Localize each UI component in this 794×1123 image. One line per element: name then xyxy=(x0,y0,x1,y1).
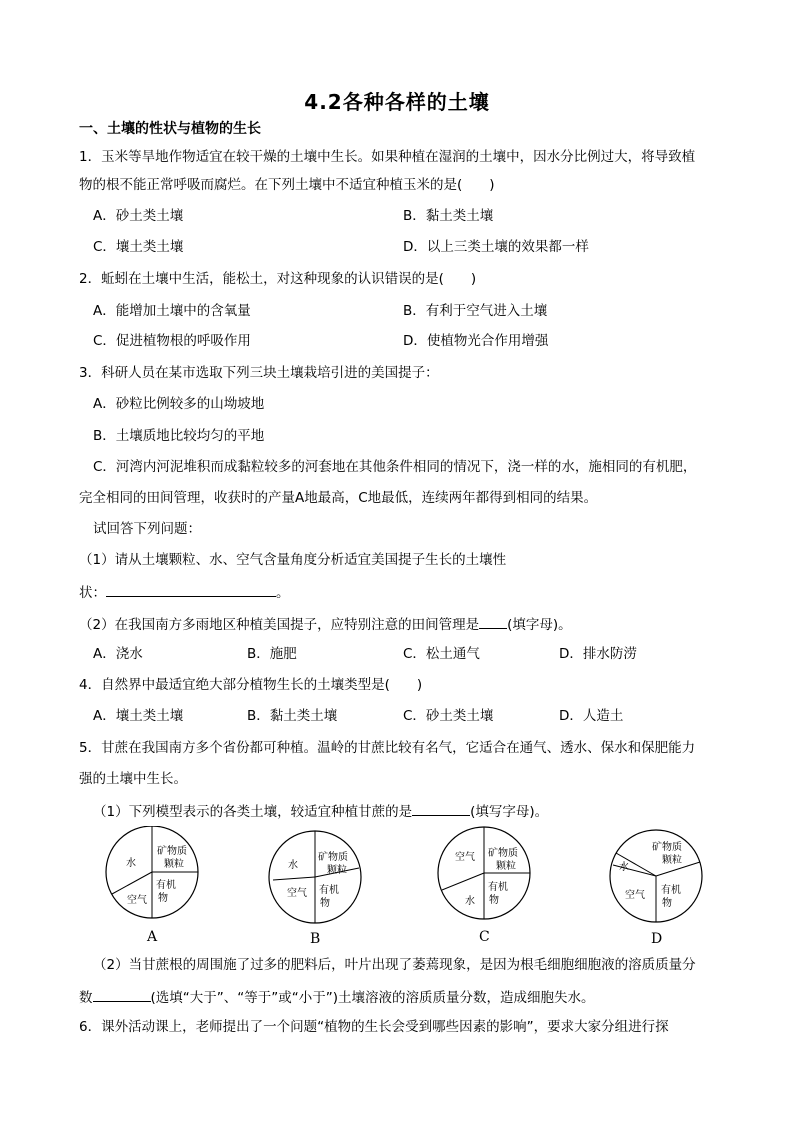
q5-stem-line2: 强的土壤中生长。 xyxy=(79,771,187,787)
soil-model-d xyxy=(610,830,702,947)
mineral-label: 颗粒 xyxy=(662,855,682,866)
air-label: 空气 xyxy=(127,895,147,906)
answer-blank[interactable] xyxy=(93,987,151,1002)
q4-option-a: A．壤土类土壤 xyxy=(93,708,184,724)
q1-stem-line1: 1．玉米等旱地作物适宜在较干燥的土壤中生长。如果种植在湿润的土壤中，因水分比例过大，将导致植 xyxy=(79,149,696,165)
q3-site-b: B．土壤质地比较均匀的平地 xyxy=(93,428,265,444)
water-label: 水 xyxy=(288,860,298,871)
q5-sub2-suffix: (选填“大于”、“等于”或“小于”)土壤溶液的溶质质量分数，造成细胞失水。 xyxy=(150,990,595,1006)
q4-stem: 4．自然界中最适宜绝大部分植物生长的土壤类型是( ) xyxy=(79,677,423,693)
q3-option-a: A．浇水 xyxy=(93,646,143,662)
mineral-label: 矿物质 xyxy=(652,842,682,853)
q5-sub2-line2 xyxy=(79,987,595,1007)
q1-option-a: A．砂土类土壤 xyxy=(93,208,184,224)
section-heading: 一、土壤的性状与植物的生长 xyxy=(79,121,261,137)
q3-site-c-line1: C．河湾内河泥堆积而成黏粒较多的河套地在其他条件相同的情况下，浇一样的水，施相同的有机肥， xyxy=(93,459,697,475)
q5-stem-line1: 5．甘蔗在我国南方多个省份都可种植。温岭的甘蔗比较有名气，它适合在通气、透水、保水和保肥能力 xyxy=(79,740,696,756)
water-label: 水 xyxy=(126,858,136,869)
q3-sub1-prefix: 状： xyxy=(79,585,106,601)
q5-sub1-suffix: (填写字母)。 xyxy=(470,804,549,820)
diagram-caption: D xyxy=(651,931,663,947)
q3-sub1-suffix: 。 xyxy=(276,585,290,601)
organic-label: 物 xyxy=(662,898,672,909)
q3-stem: 3．科研人员在某市选取下列三块土壤栽培引进的美国提子： xyxy=(79,365,439,381)
q4-option-b: B．黏土类土壤 xyxy=(247,708,338,724)
page-title: 4.2各种各样的土壤 xyxy=(304,90,490,114)
q3-sub1-line2 xyxy=(79,582,290,602)
mineral-label: 矿物质 xyxy=(157,846,187,857)
q4-option-c: C．砂土类土壤 xyxy=(403,708,494,724)
q1-option-b: B．黏土类土壤 xyxy=(403,208,494,224)
q1-stem-line2: 物的根不能正常呼吸而腐烂。在下列土壤中不适宜种植玉米的是( ) xyxy=(79,177,495,193)
organic-label: 物 xyxy=(158,893,168,904)
q3-site-c-line2: 完全相同的田间管理，收获时的产量A地最高，C地最低，连续两年都得到相同的结果。 xyxy=(79,490,598,506)
organic-label: 有机 xyxy=(661,885,681,896)
q1-option-d: D．以上三类土壤的效果都一样 xyxy=(403,239,589,255)
diagram-caption: C xyxy=(479,929,490,945)
mineral-label: 矿物质 xyxy=(488,848,518,859)
q6-stem-line1: 6．课外活动课上，老师提出了一个问题“植物的生长会受到哪些因素的影响”，要求大家分组进行探 xyxy=(79,1019,669,1035)
q3-sub1-line1: （1）请从土壤颗粒、水、空气含量角度分析适宜美国提子生长的土壤性 xyxy=(79,552,507,568)
q3-sub2-suffix: (填字母)。 xyxy=(507,617,572,633)
q2-option-b: B．有利于空气进入土壤 xyxy=(403,303,548,319)
organic-label: 有机 xyxy=(319,885,339,896)
water-label: 水 xyxy=(465,896,475,907)
q2-option-d: D．使植物光合作用增强 xyxy=(403,333,549,349)
organic-label: 有机 xyxy=(156,880,176,891)
answer-blank[interactable] xyxy=(479,614,507,629)
air-label: 空气 xyxy=(287,888,307,899)
q4-option-d: D．人造土 xyxy=(559,708,624,724)
q3-sub2 xyxy=(79,614,572,634)
q3-option-b: B．施肥 xyxy=(247,646,297,662)
q3-prompt: 试回答下列问题： xyxy=(93,521,201,537)
organic-label: 物 xyxy=(489,895,499,906)
q2-option-c: C．促进植物根的呼吸作用 xyxy=(93,333,251,349)
air-label: 空气 xyxy=(625,890,645,901)
soil-model-c xyxy=(438,827,530,945)
q5-sub1-prefix: （1）下列模型表示的各类土壤，较适宜种植甘蔗的是 xyxy=(93,804,413,820)
diagram-caption: A xyxy=(147,929,158,945)
q3-site-a: A．砂粒比例较多的山坳坡地 xyxy=(93,396,265,412)
q3-option-d: D．排水防涝 xyxy=(559,646,637,662)
organic-label: 物 xyxy=(320,898,330,909)
q5-sub1 xyxy=(93,801,548,821)
soil-model-b xyxy=(269,831,361,947)
q3-option-c: C．松土通气 xyxy=(403,646,480,662)
q3-sub2-prefix: （2）在我国南方多雨地区种植美国提子，应特别注意的田间管理是 xyxy=(79,617,480,633)
mineral-label: 颗粒 xyxy=(327,865,347,876)
mineral-label: 颗粒 xyxy=(164,859,184,870)
diagram-caption: B xyxy=(310,931,321,947)
q2-option-a: A．能增加土壤中的含氧量 xyxy=(93,303,251,319)
answer-blank[interactable] xyxy=(412,801,470,816)
organic-label: 有机 xyxy=(488,882,508,893)
q5-sub2-line1: （2）当甘蔗根的周围施了过多的肥料后，叶片出现了萎蔫现象，是因为根毛细胞细胞液的溶质质量分 xyxy=(93,957,696,973)
water-label: 水 xyxy=(619,862,629,873)
air-label: 空气 xyxy=(455,852,475,863)
q5-sub2-prefix: 数 xyxy=(79,990,93,1006)
soil-diagrams xyxy=(0,826,794,952)
mineral-label: 颗粒 xyxy=(496,861,516,872)
q1-option-c: C．壤土类土壤 xyxy=(93,239,184,255)
soil-model-a xyxy=(106,826,198,945)
mineral-label: 矿物质 xyxy=(318,852,348,863)
answer-blank[interactable] xyxy=(106,582,276,597)
q2-stem: 2．蚯蚓在土壤中生活，能松土，对这种现象的认识错误的是( ) xyxy=(79,271,477,287)
